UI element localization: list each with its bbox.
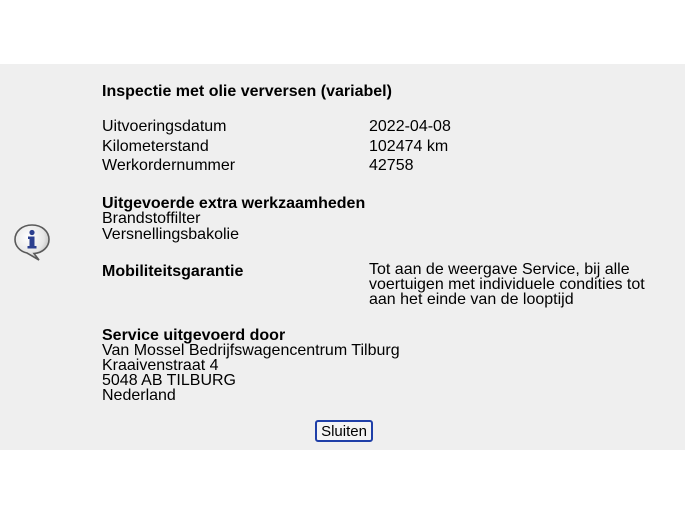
mobility-title: Mobiliteitsgarantie	[102, 263, 244, 280]
detail-row-mileage	[102, 137, 451, 157]
mobility-section	[102, 262, 662, 307]
info-icon	[12, 222, 52, 262]
service-address-line: Nederland	[102, 387, 176, 404]
dialog-content	[102, 82, 662, 403]
extra-work-item: Brandstoffilter	[102, 210, 201, 227]
detail-label: Werkordernummer	[102, 157, 236, 174]
details-table	[102, 117, 451, 176]
close-button[interactable]: Sluiten	[315, 420, 373, 442]
service-address-line: Kraaivenstraat 4	[102, 357, 219, 374]
detail-row-workorder	[102, 156, 451, 176]
service-section	[102, 328, 662, 403]
service-address-line: 5048 AB TILBURG	[102, 372, 236, 389]
service-title: Service uitgevoerd door	[102, 327, 286, 344]
detail-value: 42758	[369, 157, 414, 174]
detail-value: 2022-04-08	[369, 118, 451, 135]
detail-label: Kilometerstand	[102, 137, 209, 155]
mobility-line: voertuigen met individuele condities tot	[369, 276, 645, 293]
extra-work-section	[102, 196, 662, 243]
mobility-line: Tot aan de weergave Service, bij alle	[369, 261, 630, 278]
service-address-line: Van Mossel Bedrijfswagencentrum Tilburg	[102, 342, 400, 359]
extra-work-title: Uitgevoerde extra werkzaamheden	[102, 194, 366, 212]
detail-label: Uitvoeringsdatum	[102, 118, 227, 135]
mobility-text	[369, 262, 659, 307]
detail-value: 102474 km	[369, 137, 449, 155]
mobility-line: aan het einde van de looptijd	[369, 291, 574, 308]
extra-work-item: Versnellingsbakolie	[102, 225, 239, 243]
detail-row-date	[102, 117, 451, 137]
inspection-title: Inspectie met olie verversen (variabel)	[102, 83, 392, 100]
